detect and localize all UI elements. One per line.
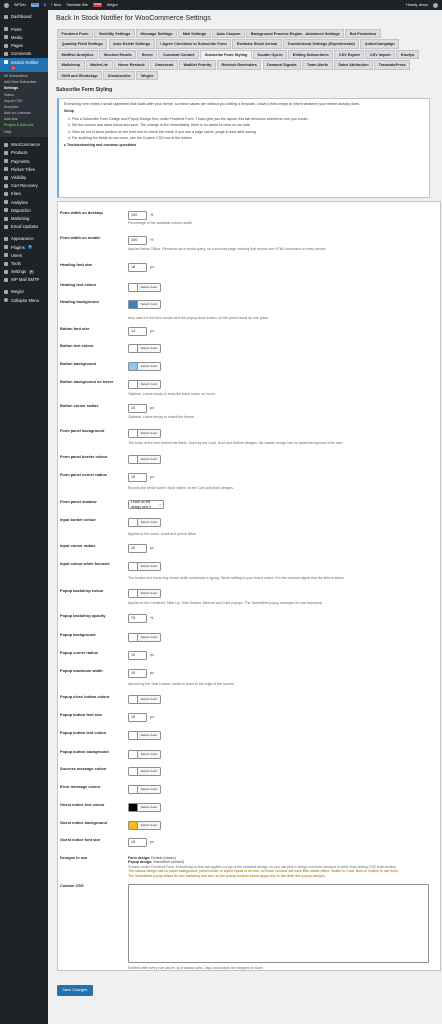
menu-wp-mail-smtp[interactable]: WP Mail SMTP [0,276,48,284]
wrench-icon [4,262,8,266]
mail-icon [4,278,8,282]
email-icon [4,225,8,229]
color-picker[interactable] [128,344,161,353]
designs-warning: The SweetAlert popup draws its own backdrop and box, so the popup controls below apply only to the other five popup designs. [128,873,326,878]
field-label: Error message colour [60,784,101,789]
select-color-button[interactable]: Select Color [137,518,161,527]
select-color-button[interactable]: Select Color [137,750,161,759]
field-label: Input colour when focused [60,561,110,566]
color-picker[interactable] [128,362,161,371]
field-label: Form panel corner radius [60,472,107,477]
submenu-add-new-subscriber[interactable]: Add New Subscriber [4,80,37,85]
tab-item[interactable]: Shift and WhatsApp [57,71,102,80]
menu-instock-notifier[interactable]: Instock Notifier 0 [0,58,48,72]
unit-label: px [150,475,155,480]
translate-site-link[interactable]: Translate Site [66,2,89,7]
setup-heading: Setup [64,109,74,114]
color-swatch[interactable] [128,455,137,464]
field-description: Optional. Leave empty to keep the base colour on hover. [128,392,216,396]
unit-label: px [150,329,155,334]
menu-visibility[interactable]: Visibility [0,174,48,182]
howdy-user[interactable]: Howdy, demo [406,2,428,7]
designs-note: Chosen under Frontend Form. Everything on this tab applies on top of the selected design, so you can pick a design and then recolour it rather than writing CSS from scratch. [128,864,398,869]
money-icon [4,159,8,163]
field-label: Heading text colour [60,282,97,287]
plugin-icon [4,245,8,249]
field-description: Applied below 768px. Rendered as a media query, so it survives page caching that serves one HTML document to every device. [128,247,327,251]
tab-item[interactable]: Stocked Emails [99,50,136,59]
field-description: The body of the form behind the fields. Used by the Card, Bold and Outline designs; the classic design has no panel background of its own. [128,441,344,445]
megaphone-icon [4,217,8,221]
field-description: Also used for the form border and the popup close button, so the panel reads as one piece. [128,316,270,320]
number-input[interactable]: 14 [128,327,147,336]
field-label: Popup button background [60,749,109,754]
page-icon [4,44,8,48]
unit-label: % [150,616,154,621]
tab-item[interactable]: Mailchimp [57,60,85,69]
admin-sidebar [0,10,48,1024]
menu-dashboard[interactable]: Dashboard [0,13,48,21]
field-label: Popup backdrop opacity [60,613,106,618]
users-icon [4,253,8,257]
site-live-badge: Live [32,2,38,7]
field-description: Emitted after every rule above, so it always wins. Tags and scripts are stripped on save. [128,966,264,970]
field-label: Popup background [60,632,96,637]
field-description: Optional. Leave empty to inherit the theme. [128,415,195,419]
settings-badge: 3 [30,268,33,273]
submenu-addon-licenses[interactable]: Add-on Licenses [4,111,31,116]
select-color-button[interactable]: Select Color [137,344,161,353]
tab-item[interactable]: Quantity Field Settings [57,39,107,48]
menu-media[interactable]: Media [0,33,48,41]
menu-posts[interactable]: Posts [0,25,48,33]
instock-submenu [0,72,48,137]
field-label: Popup button font size [60,712,103,717]
field-label: Form width on mobile [60,235,101,240]
color-picker[interactable] [128,562,161,571]
chart-icon [4,200,8,204]
color-picker[interactable] [128,633,161,642]
color-swatch[interactable] [128,731,137,740]
field-label: Heading font size [60,262,93,267]
cart-icon [4,184,8,188]
select-color-button[interactable]: Select Color [137,633,161,642]
color-swatch[interactable] [128,562,137,571]
color-swatch[interactable] [128,785,137,794]
unit-label: px [150,715,155,720]
color-picker[interactable] [128,283,161,292]
tab-item[interactable]: Never Restock [114,60,149,69]
menu-marketing[interactable]: Marketing [0,215,48,223]
field-label: Popup backdrop colour [60,588,104,593]
field-label: Custom CSS [60,883,84,888]
tab-item[interactable]: Mail Settings [178,29,210,38]
unit-label: px [150,406,155,411]
tab-item[interactable]: Double Opt-in [253,50,287,59]
color-swatch[interactable] [128,300,137,309]
submenu-import-csv[interactable]: Import CSV [4,98,23,103]
color-swatch[interactable] [128,767,137,776]
tab-item[interactable]: Restock Reminders [217,60,261,69]
submenu-addons[interactable]: Add-ons [4,117,18,122]
color-swatch[interactable] [128,380,137,389]
menu-dispatchio[interactable]: Dispatchio [0,206,48,214]
menu-comments[interactable]: Comments [0,50,48,58]
tab-item[interactable]: Editing Subscribers [288,50,333,59]
brush-icon [4,237,8,241]
field-label: Guest notice font size [60,837,101,842]
submenu-settings[interactable]: Settings [4,86,19,91]
tab-item[interactable]: Demand Signals [263,60,302,69]
number-input[interactable]: 18 [128,263,147,272]
color-swatch[interactable] [128,589,137,598]
field-description: Applies to the Centered, Slide Up, Side Drawer, Minimal and Card popups. The SweetAlert popup manages its own backdrop. [128,601,323,605]
field-label: Button font size [60,326,90,331]
tab-item[interactable]: Background Process Engine - Advanced Settings [246,29,344,38]
field-label: Input border colour [60,517,96,522]
menu-flickerr-files[interactable]: Flickerr Files [0,165,48,173]
select-color-button[interactable]: Select Color [137,731,161,740]
tab-item[interactable]: CSV Export [334,50,364,59]
media-icon [4,35,8,39]
submenu-analytics[interactable]: Analytics [4,104,19,109]
dashboard-icon [4,15,8,19]
menu-tools[interactable]: Tools [0,259,48,267]
field-label: Guest notice background [60,820,107,825]
plugins-update-badge: 6 [29,244,31,249]
setup-intro: Everything here writes a small stylesheet that loads after your theme, so these values win without you editing a template. Leave a field empty to inherit whatever your theme already does. [64,102,360,106]
color-picker[interactable] [128,300,161,309]
tab-item[interactable]: Troubleshoot Settings (Experimental) [283,39,360,48]
tab-item[interactable]: Wegicr [136,71,158,80]
chevron-down-icon: ⌄ [158,502,162,507]
settings-icon [4,270,8,274]
color-swatch[interactable] [128,633,137,642]
number-input[interactable]: 100 [128,211,147,220]
number-input[interactable]: 10 [128,544,147,553]
select-color-button[interactable]: Select Color [137,455,161,464]
setup-steps [64,117,424,141]
color-picker[interactable] [128,380,161,389]
select-color-button[interactable]: Select Color [137,695,161,704]
field-label: Popup button text colour [60,730,107,735]
number-input[interactable]: 10 [128,651,147,660]
menu-users[interactable]: Users [0,251,48,259]
tab-item[interactable]: Frontend Form [57,29,93,38]
menu-analytics[interactable]: Analytics [0,198,48,206]
field-label: Input corner radius [60,543,96,548]
field-label: Button background [60,361,96,366]
setup-notice [57,98,430,198]
field-description: Rounds the whole panel. Most visible on the Card and Bold designs. [128,486,234,490]
designs-in-use-info: Form design: Default (classic) Popup design: SweetAlert (default) Chosen under Frontend Form. Everything on this tab applies on top of the selected design, so you can pick a design and then recolour it rather than writing CSS from scratch. The classic design has no panel background, panel border or styled inputs of its own, so those controls will have little visible effect. Switch to Card, Bold or Outline to use them. The SweetAlert popup draws its own backdrop and box, so the popup controls below apply only to the other five popup designs. [128,856,428,878]
color-picker[interactable] [128,767,161,776]
collapse-icon [4,298,8,302]
setup-step: 1. Pick a Subscribe Form Design and Popup Design first, under Frontend Form. Those give you the layout; this tab recolours whichever one you chose. [72,117,424,121]
menu-products[interactable]: Products [0,149,48,157]
unit-label: px [150,840,155,845]
field-label: Button text colour [60,343,94,348]
unit-label: % [150,238,154,243]
tab-item[interactable]: MailerLite [86,60,113,69]
color-picker[interactable] [128,589,161,598]
field-label: Popup corner radius [60,650,99,655]
field-description: The border and focus ring shown while somebody is typing. Worth setting to your brand colour: it is the clearest signal that the field is active. [128,576,345,580]
submenu-status[interactable]: Status [4,92,15,97]
tab-item[interactable]: Auto Coupon [212,29,245,38]
color-swatch[interactable] [128,821,137,830]
color-picker[interactable] [128,803,161,812]
select-color-button[interactable]: Select Color [137,562,161,571]
select-color-button[interactable]: Select Color [137,767,161,776]
color-swatch[interactable] [128,429,137,438]
select-color-button[interactable]: Select Color [137,380,161,389]
shield-icon [4,192,8,196]
field-label: Heading background [60,299,99,304]
select-color-button[interactable]: Select Color [137,362,161,371]
tab-item[interactable]: CSV Import [365,50,395,59]
eye-icon [4,176,8,180]
wordpress-logo-icon[interactable] [4,3,9,8]
menu-wegicr[interactable]: Wegicr [0,288,48,296]
wegicr-badge: WEB [94,2,101,7]
number-input[interactable]: 10 [128,404,147,413]
tab-item[interactable]: Message Settings [136,29,177,38]
field-label: Button background on hover [60,379,114,384]
notifier-count-badge: 0 [12,66,15,71]
field-label: Form width on desktop [60,210,103,215]
tab-item[interactable]: Mailfish Analytics [57,50,98,59]
unit-label: px [150,265,155,270]
color-swatch[interactable] [128,803,137,812]
field-description: Percentage of the available column width. [128,221,193,225]
settings-tabs [57,29,431,80]
select-color-button[interactable]: Select Color [137,589,161,598]
comment-icon [4,52,8,56]
number-input[interactable]: 70 [128,614,147,623]
submenu-all-subscribers[interactable]: All Subscribers [4,73,28,78]
select-color-button[interactable]: Select Color [137,429,161,438]
tab-item[interactable]: Team Alerts [302,60,332,69]
color-swatch[interactable] [128,362,137,371]
number-input[interactable]: 10 [128,669,147,678]
number-input[interactable]: 10 [128,473,147,482]
plane-icon [4,208,8,212]
menu-appearance[interactable]: Appearance [0,235,48,243]
new-content-link[interactable]: + New [50,2,61,7]
shadow-select[interactable]: Leave as the design sets it ⌄ [128,500,164,509]
tab-item[interactable]: Subscribe Form Styling [200,50,252,59]
comments-count[interactable]: 0 [43,2,46,7]
tab-item[interactable]: I Agree Checkbox in Subscribe Form [156,39,231,48]
tab-item[interactable]: Visibility Settings [94,29,135,38]
color-picker[interactable] [128,695,161,704]
wegicr-icon [4,290,8,294]
color-picker[interactable] [128,429,161,438]
pin-icon [4,27,8,31]
field-label: Form panel shadow [60,499,97,504]
field-label: Success message colour [60,766,107,771]
tab-item[interactable]: Estimate Stock Arrival [232,39,281,48]
tab-item[interactable]: Klaviyo [396,50,419,59]
tab-item[interactable]: Auto Delete Settings [109,39,155,48]
color-swatch[interactable] [128,518,137,527]
number-input[interactable]: 100 [128,236,147,245]
save-changes-button[interactable]: Save Changes [57,985,93,996]
color-picker[interactable] [128,731,161,740]
color-swatch[interactable] [128,750,137,759]
tab-item[interactable]: Constant Contact [158,50,199,59]
avatar[interactable] [433,3,438,8]
menu-plugins[interactable]: Plugins 6 [0,243,48,251]
field-description: Applies to the name, email and phone fields. [128,532,197,536]
custom-css-textarea[interactable] [128,884,429,963]
bell-icon [4,60,8,64]
troubleshooting-toggle[interactable]: ▸ Troubleshooting and common questions [64,142,137,147]
site-name[interactable]: WPDev [14,2,27,7]
field-label: Form panel background [60,428,105,433]
archive-icon [4,151,8,155]
color-swatch[interactable] [128,344,137,353]
number-input[interactable]: 10 [128,713,147,722]
color-swatch[interactable] [128,695,137,704]
field-label: Popup maximum width [60,668,103,673]
color-picker[interactable] [128,518,161,527]
select-color-button[interactable]: Select Color [137,803,161,812]
unit-label: px [150,653,155,658]
field-description: Ignored by the Side Drawer, which is sized to the edge of the screen. [128,682,235,686]
page-title: Back In Stock Notifier for WooCommerce Settings [56,15,211,22]
field-label: Popup close button colour [60,694,110,699]
field-label: Guest notice text colour [60,802,105,807]
menu-klaro[interactable]: Klaro [0,190,48,198]
unit-label: px [150,546,155,551]
color-swatch[interactable] [128,283,137,292]
tab-item[interactable]: Sales Attribution [334,60,373,69]
tab-item[interactable]: ActiveCampaign [360,39,399,48]
menu-pages[interactable]: Pages [0,42,48,50]
designs-warning: The classic design has no panel background, panel border or styled inputs of its own, so those controls will have little visible effect. Switch to Card, Bold or Outline to use them. [128,869,400,874]
menu-woocommerce[interactable]: WooCommerce [0,141,48,149]
menu-collapse[interactable]: Collapse Menu [0,296,48,304]
setup-step: 2. Set the colours and sizes below and save. The change is live immediately, there is no cache to clear on our side. [72,123,424,127]
tab-item[interactable]: Unsubscribe [103,71,135,80]
color-picker[interactable] [128,455,161,464]
color-picker[interactable] [128,785,161,794]
tab-item[interactable]: Omnisend [150,60,178,69]
menu-payments[interactable]: Payments [0,157,48,165]
wegicr-link[interactable]: Wegicr [106,2,119,7]
unit-label: px [150,671,155,676]
tab-item[interactable]: Waitlist Priority [179,60,216,69]
tab-item[interactable]: Bot Protection [345,29,380,38]
select-color-button[interactable]: Select Color [137,785,161,794]
tab-item[interactable]: TranslatePress [374,60,410,69]
select-color-button[interactable]: Select Color [137,821,161,830]
field-label: Designs in use [60,855,88,860]
submenu-plugins-addons[interactable]: Plugins & Add-ons [4,123,34,128]
field-label: Form panel border colour [60,454,108,459]
select-color-button[interactable]: Select Color [137,300,161,309]
setup-step: 3. View an out of stock product on the front end to check the result. If you use a page cache, purge it once after saving. [72,130,424,134]
unit-label: % [150,213,154,218]
color-picker[interactable] [128,821,161,830]
submenu-help[interactable]: Help [4,129,12,134]
color-picker[interactable] [128,750,161,759]
menu-email-updates[interactable]: Email Updates [0,223,48,231]
setup-step: 4. For anything the fields do not cover, use the Custom CSS box at the bottom. [72,136,424,140]
woocommerce-icon [4,143,8,147]
select-color-button[interactable]: Select Color [137,283,161,292]
section-title: Subscribe Form Styling [56,87,113,93]
admin-bar [0,0,442,10]
tab-item[interactable]: Brevo [137,50,157,59]
field-label: Button corner radius [60,403,99,408]
menu-cart-recovery[interactable]: Cart Recovery [0,182,48,190]
menu-settings[interactable]: Settings 3 [0,268,48,276]
file-icon [4,167,8,171]
number-input[interactable]: 10 [128,838,147,847]
